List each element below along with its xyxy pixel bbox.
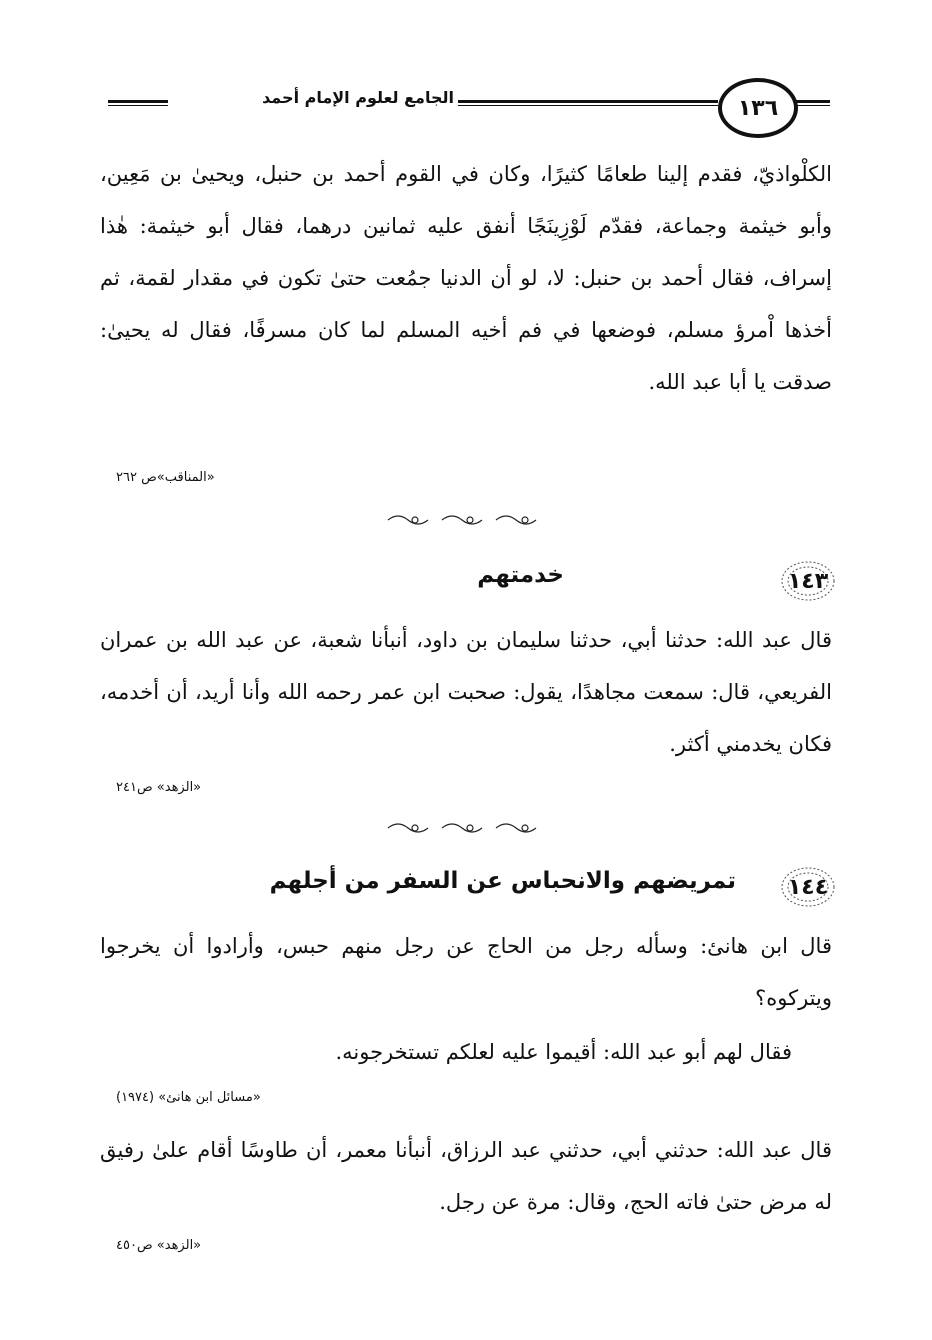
ornament-divider-icon [380, 512, 560, 528]
section-title: تمريضهم والانحباس عن السفر من أجلهم [269, 868, 736, 894]
section-number: ١٤٤ [787, 874, 829, 900]
section-heading [96, 866, 836, 916]
header-rule-right [796, 100, 830, 106]
section-paragraph: قال عبد الله: حدثنا أبي، حدثنا سليمان بن داود، أنبأنا شعبة، عن عبد الله بن عمران الفريعي، قال: سمعت مجاهدًا، يقول: صحبت ابن عمر رحمه الله وأنا أريد، أن أخدمه، فكان يخدمني أكثر. [100, 628, 832, 756]
running-title: الجامع لعلوم الإمام أحمد [262, 88, 454, 107]
section-paragraph: قال ابن هانئ: وسأله رجل من الحاج عن رجل منهم حبس، وأرادوا أن يخرجوا ويتركوه؟ [100, 934, 832, 1010]
source-citation: «مسائل ابن هانئ» (١٩٧٤) [116, 1090, 261, 1105]
section-number-badge [780, 866, 836, 908]
source-citation: «الزهد» ص٢٤١ [116, 780, 202, 795]
paragraph-continuation: الكلْواذيّ، فقدم إلينا طعامًا كثيرًا، وكان في القوم أحمد بن حنبل، ويحيىٰ بن مَعِين، وأبو خيثمة وجماعة، فقدّم لَوْزِينَجًا أنفق عليه ثمانين درهما، فقال أبو خيثمة: هٰذا إسراف، فقال أحمد بن حنبل: لا، لو أن الدنيا جمُعت حتىٰ تكون في مقدار لقمة، ثم أخذها اْمرؤ مسلم، فوضعها في فم أخيه المسلم لما كان مسرفًا، فقال له يحيىٰ: صدقت يا أبا عبد الله. [100, 162, 832, 394]
section-paragraph: قال عبد الله: حدثني أبي، حدثني عبد الرزاق، أنبأنا معمر، أن طاوسًا أقام علىٰ رفيق له مرض حتىٰ فاته الحج، وقال: مرة عن رجل. [100, 1138, 832, 1214]
header-rule-left [108, 100, 168, 106]
section-number: ١٤٣ [787, 568, 829, 594]
section-title: خدمتهم [477, 562, 564, 588]
section-number-badge [780, 560, 836, 602]
section-paragraph-quote: فقال لهم أبو عبد الله: أقيموا عليه لعلكم تستخرجونه. [335, 1040, 792, 1064]
source-citation: «المناقب»ص ٢٦٢ [116, 470, 215, 485]
section-heading [96, 560, 836, 610]
ornament-divider-icon [380, 820, 560, 836]
page-number: ١٣٦ [718, 78, 798, 138]
header-rule-middle [458, 100, 718, 106]
page-header [108, 78, 830, 138]
source-citation: «الزهد» ص٤٥٠ [116, 1238, 202, 1253]
